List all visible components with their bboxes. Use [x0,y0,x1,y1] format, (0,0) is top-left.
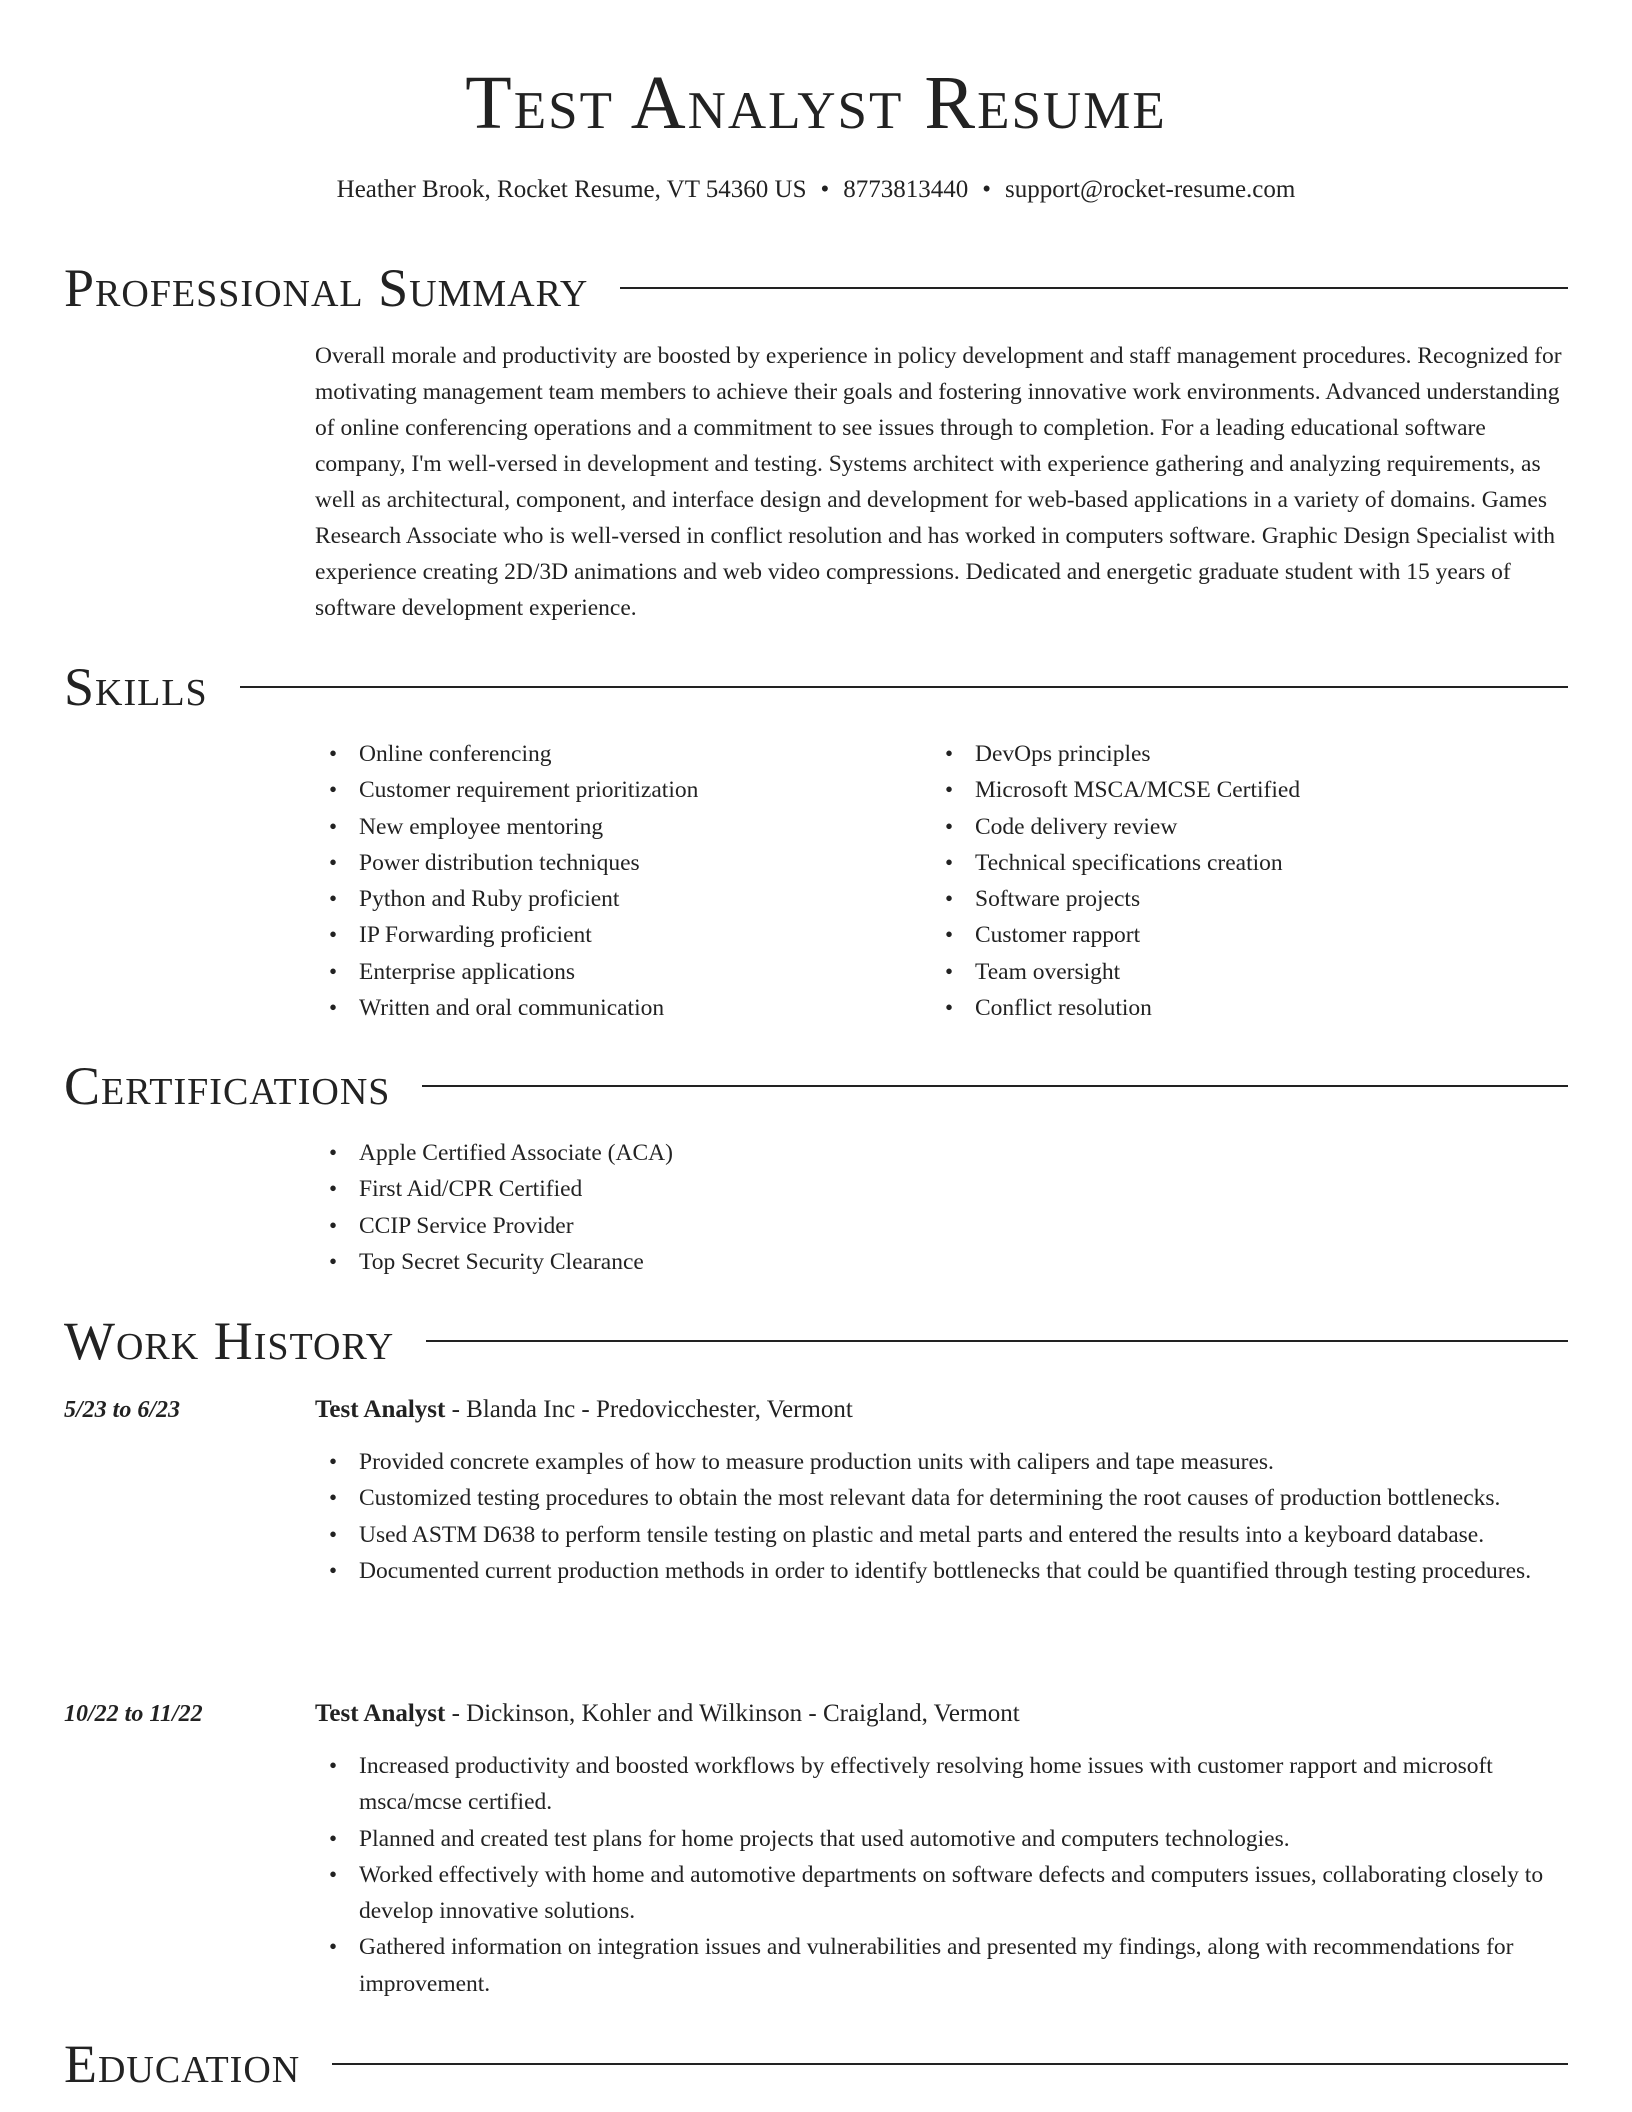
job-bullet-list [315,1748,1568,2002]
job-dates: 10/22 to 11/22 [64,1701,203,1727]
contact-address: Heather Brook, Rocket Resume, VT 54360 US [336,176,807,203]
job-bullet: • Gathered information on integration issues and vulnerabilities and presented my findings, along with recommendations for improvement. [315,1929,1568,2002]
job-title: Test Analyst [315,1396,446,1423]
skill-item: • Technical specifications creation [931,845,1531,881]
skill-item: • Power distribution techniques [315,845,915,881]
job-bullet: • Documented current production methods in order to identify bottlenecks that could be quantified through testing procedures. [315,1553,1568,1589]
skills-list-right [931,736,1531,1026]
job-title: Test Analyst [315,1700,446,1727]
job-company: - Dickinson, Kohler and Wilkinson - Craigland, Vermont [445,1700,1020,1727]
job-dates: 5/23 to 6/23 [64,1397,181,1423]
summary-text: Overall morale and productivity are boosted by experience in policy development and staff management procedures. Recognized for motivating management team members to achieve their goals and fostering innovative work environments. Advanced understanding of online conferencing operations and a commitment to see issues through to completion. For a leading educational software company, I'm well-versed in development and testing. Systems architect with experience gathering and analyzing requirements, as well as architectural, component, and interface design and development for web-based applications in a variety of domains. Games Research Associate who is well-versed in conflict resolution and has worked in computers software. Graphic Design Specialist with experience creating 2D/3D animations and web video compressions. Dedicated and energetic graduate student with 15 years of software development experience. [315,343,1562,621]
job-bullet: • Planned and created test plans for home projects that used automotive and computers technologies. [315,1821,1568,1857]
section-title: Certifications [64,1056,391,1116]
contact-separator: • [982,176,992,203]
skill-item: • Conflict resolution [931,990,1531,1026]
contact-separator: • [820,176,830,203]
section-title: Education [64,2034,301,2094]
section-heading-education [64,2029,1568,2099]
resume-page [64,0,1568,2112]
job-company: - Blanda Inc - Predovicchester, Vermont [445,1396,853,1423]
skill-item: • Code delivery review [931,809,1531,845]
skill-item: • New employee mentoring [315,809,915,845]
section-heading-skills [64,652,1568,722]
job-bullet: • Increased productivity and boosted workflows by effectively resolving home issues with customer rapport and microsoft msca/mcse certified. [315,1748,1568,1821]
skill-item: • Software projects [931,881,1531,917]
job-header [315,1696,1568,1732]
certifications-list [315,1135,915,1280]
skill-item: • Written and oral communication [315,990,915,1026]
skill-item: • Customer rapport [931,917,1531,953]
job-bullet: • Used ASTM D638 to perform tensile testing on plastic and metal parts and entered the results into a keyboard database. [315,1517,1568,1553]
section-title: Skills [64,657,208,717]
job-header [315,1392,1568,1428]
certification-item: • Apple Certified Associate (ACA) [315,1135,915,1171]
section-heading-certifications [64,1051,1568,1121]
skill-item: • Enterprise applications [315,954,915,990]
skill-item: • Online conferencing [315,736,915,772]
section-divider [426,1340,1568,1342]
skill-item: • Customer requirement prioritization [315,772,915,808]
job-bullet: • Worked effectively with home and automotive departments on software defects and computers issues, collaborating closely to develop innovative solutions. [315,1857,1568,1930]
job-bullet: • Customized testing procedures to obtain the most relevant data for determining the root causes of production bottlenecks. [315,1480,1568,1516]
section-divider [240,686,1568,688]
skill-item: • Microsoft MSCA/MCSE Certified [931,772,1531,808]
contact-phone: 8773813440 [843,176,969,203]
skill-item: • Python and Ruby proficient [315,881,915,917]
section-title: Professional Summary [64,258,589,318]
contact-line [64,172,1568,208]
certification-item: • First Aid/CPR Certified [315,1171,915,1207]
section-title: Work History [64,1311,395,1371]
section-heading-summary [64,253,1568,323]
certification-item: • Top Secret Security Clearance [315,1244,915,1280]
section-divider [620,287,1568,289]
skill-item: • IP Forwarding proficient [315,917,915,953]
contact-email: support@rocket-resume.com [1005,176,1296,203]
skills-list-left [315,736,915,1026]
job-bullet-list [315,1444,1568,1589]
certification-item: • CCIP Service Provider [315,1208,915,1244]
page-title: Test Analyst Resume [465,61,1167,145]
section-divider [332,2063,1568,2065]
job-bullet: • Provided concrete examples of how to measure production units with calipers and tape measures. [315,1444,1568,1480]
section-divider [422,1085,1568,1087]
section-heading-work-history [64,1306,1568,1376]
skill-item: • Team oversight [931,954,1531,990]
skill-item: • DevOps principles [931,736,1531,772]
